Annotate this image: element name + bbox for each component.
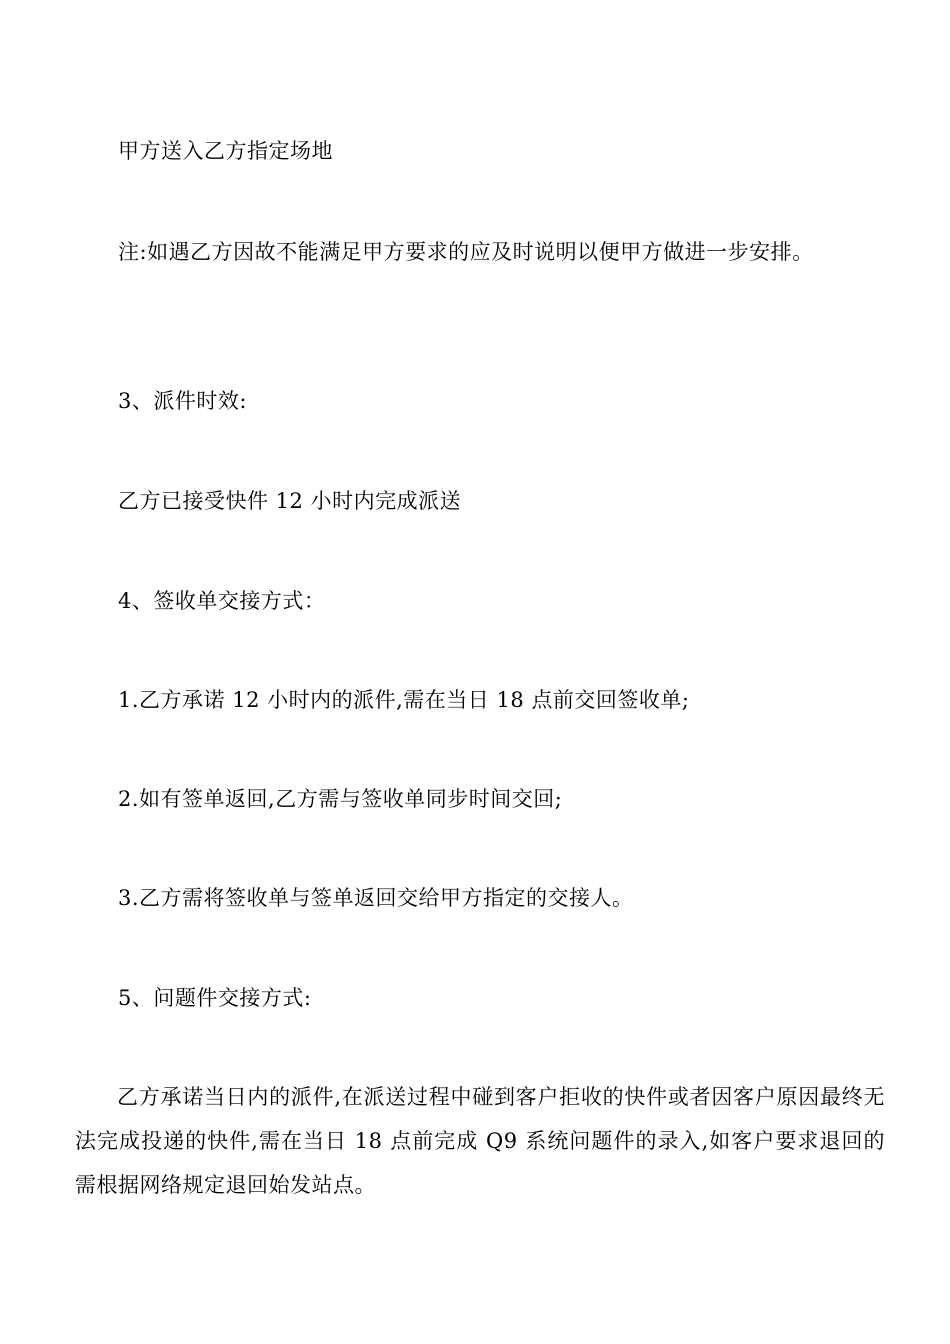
- text-line-delivery-location: 甲方送入乙方指定场地: [118, 139, 333, 163]
- list-item-receipt-2: 2.如有签单返回,乙方需与签收单同步时间交回;: [118, 787, 563, 811]
- text-line-delivery-time: 乙方已接受快件 12 小时内完成派送: [118, 489, 462, 513]
- list-item-receipt-1: 1.乙方承诺 12 小时内的派件,需在当日 18 点前交回签收单;: [118, 688, 690, 712]
- section-heading-receipt-handover: 4、签收单交接方式：: [118, 589, 326, 613]
- list-item-receipt-3: 3.乙方需将签收单与签单返回交给甲方指定的交接人。: [118, 886, 634, 910]
- paragraph-problem-items: 乙方承诺当日内的派件,在派送过程中碰到客户拒收的快件或者因客户原因最终无法完成投递的快件,需在当日 18 点前完成 Q9 系统问题件的录入,如客户要求退回的需根据网络规定退回始发站点。: [75, 1085, 885, 1197]
- section-heading-problem-items: 5、问题件交接方式:: [118, 986, 312, 1010]
- text-line-note: 注:如遇乙方因故不能满足甲方要求的应及时说明以便甲方做进一步安排。: [118, 240, 814, 264]
- section-heading-delivery-time: 3、派件时效:: [118, 389, 247, 413]
